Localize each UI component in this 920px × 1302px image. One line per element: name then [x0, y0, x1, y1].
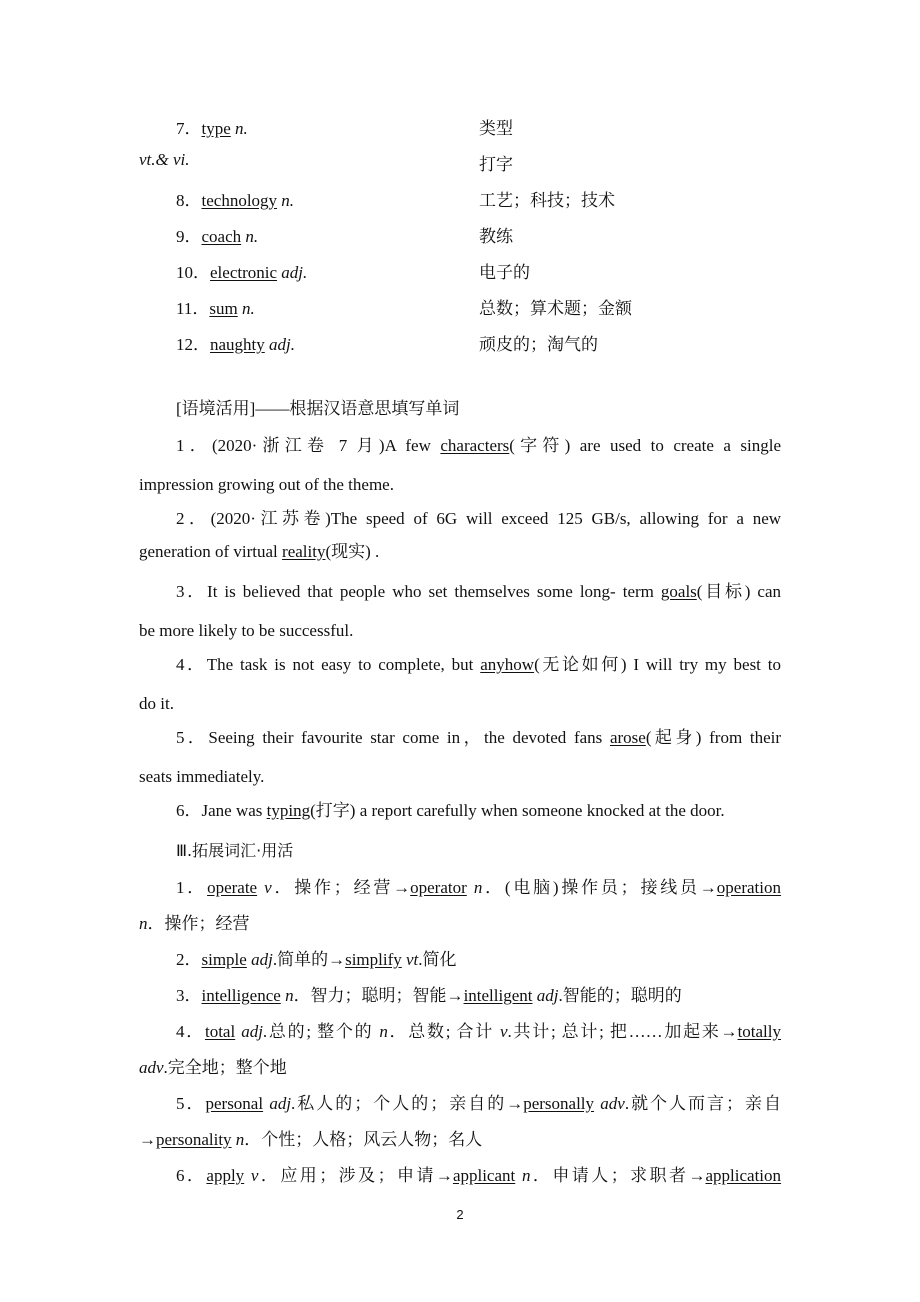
exercise-text: . [370, 542, 380, 561]
exercise-number: 4． [176, 655, 207, 674]
vocab-pos: n. [281, 191, 295, 210]
vocab-pos: vt.& vi. [139, 150, 190, 169]
exercise-hint: (起身) [645, 728, 702, 747]
expand-line [176, 984, 781, 1008]
definition-text: .简单的→ [272, 950, 346, 969]
exercise-line [176, 653, 781, 677]
derived-word: personality [156, 1130, 232, 1149]
part-of-speech: adv [594, 1094, 625, 1113]
vocab-number: 7． [176, 119, 202, 138]
definition-text: ．个性；人格；风云人物；名人 [244, 1130, 483, 1149]
exercise-hint: (无论如何) [534, 655, 627, 674]
item-number: 2． [176, 950, 202, 969]
vocab-word: naughty [210, 335, 265, 354]
exercise-text: generation of virtual [139, 542, 283, 561]
exercise-line [176, 726, 781, 750]
part-of-speech: n [515, 1166, 531, 1185]
definition-text: .就个人而言；亲自 [624, 1094, 782, 1113]
section-title: Ⅲ.拓展词汇·用活 [176, 841, 294, 860]
derived-word: operation [716, 878, 781, 897]
part-of-speech: n [139, 914, 148, 933]
exercise-answer: arose [609, 728, 646, 747]
expand-line [176, 948, 781, 972]
part-of-speech: n [280, 986, 294, 1005]
exercise-text: A few [384, 436, 441, 455]
exercise-text: It is believed that people who set themselves some long- term [207, 582, 661, 601]
vocab-meaning: 类型 [479, 119, 513, 138]
vocab-word: type [201, 119, 231, 138]
exercise-hint: (目标) [696, 582, 751, 601]
section-title: [语境活用]——根据汉语意思填写单词 [176, 399, 460, 418]
definition-text: .共计; 总计; 把……加起来→ [507, 1022, 738, 1041]
definition-text: .私人的；个人的；亲自的→ [291, 1094, 524, 1113]
part-of-speech: adj [246, 950, 273, 969]
vocab-number: 9． [176, 227, 202, 246]
item-number: 5． [176, 1094, 206, 1113]
expand-line [139, 1056, 781, 1080]
page-number: 2 [456, 1207, 464, 1222]
part-of-speech: n [466, 878, 483, 897]
expand-line [176, 1020, 781, 1044]
vocab-row [0, 330, 920, 354]
vocab-number: 8． [176, 191, 202, 210]
definition-text: ．操作；经营 [147, 914, 250, 933]
vocab-word: coach [201, 227, 242, 246]
exercise-text: Seeing their favourite star come in，the devoted fans [208, 728, 610, 747]
derived-word: application [705, 1166, 782, 1185]
derived-word: operator [410, 878, 467, 897]
expand-line [176, 1092, 781, 1116]
exercise-answer: anyhow [480, 655, 535, 674]
item-number: 1． [176, 878, 208, 897]
part-of-speech: adj [235, 1022, 263, 1041]
part-of-speech: vt [401, 950, 419, 969]
derived-word: personally [523, 1094, 595, 1113]
exercise-text: The speed of 6G will exceed 125 GB/s, allowing for a new [330, 509, 782, 528]
vocab-pos: adj. [269, 335, 296, 354]
part-of-speech: v [244, 1166, 259, 1185]
exercise-number: 6． [176, 801, 202, 820]
exercise-line [176, 507, 781, 531]
item-number: 3． [176, 986, 202, 1005]
definition-text: ．智力；聪明；智能→ [293, 986, 464, 1005]
definition-text: ．总数; 合计 [387, 1022, 500, 1041]
exercise-line: be more likely to be successful. [139, 621, 354, 640]
definition-text: ．申请人；求职者→ [530, 1166, 706, 1185]
derived-word: simplify [345, 950, 402, 969]
expand-line [139, 1128, 781, 1152]
part-of-speech: n [231, 1130, 245, 1149]
derived-word: simple [201, 950, 247, 969]
vocab-number: 11． [176, 299, 210, 318]
exercise-hint: (字符) [509, 436, 571, 455]
exercise-text: can [750, 582, 782, 601]
vocab-number: 10． [176, 263, 210, 282]
derived-word: apply [206, 1166, 245, 1185]
expand-line [139, 912, 781, 936]
part-of-speech: v [499, 1022, 508, 1041]
exercise-line [176, 434, 781, 458]
derived-word: applicant [452, 1166, 516, 1185]
exercise-line: impression growing out of the theme. [139, 475, 394, 494]
part-of-speech: adj [532, 986, 559, 1005]
exercise-hint: (现实) [325, 542, 371, 561]
definition-text: .总的; 整个的 [262, 1022, 380, 1041]
vocab-pos: adj. [281, 263, 308, 282]
vocab-meaning: 工艺；科技；技术 [479, 191, 615, 210]
vocab-pos: n. [241, 299, 255, 318]
vocab-row [0, 294, 920, 318]
derived-word: intelligent [463, 986, 533, 1005]
derived-word: personal [205, 1094, 264, 1113]
expand-line [176, 1164, 781, 1188]
exercise-line [176, 580, 781, 604]
vocab-number: 12． [176, 335, 210, 354]
definition-text: ．应用；涉及；申请→ [258, 1166, 453, 1185]
exercise-text: I will try my best to [626, 655, 781, 674]
exercise-text: a report carefully when someone knocked at the door. [355, 801, 725, 820]
vocab-meaning: 打字 [479, 155, 513, 174]
vocab-word: electronic [210, 263, 278, 282]
exercise-source: (2020·浙江卷 7 月) [211, 436, 385, 455]
definition-text: ．操作；经营→ [271, 878, 411, 897]
exercise-answer: goals [660, 582, 697, 601]
derived-word: total [204, 1022, 236, 1041]
vocab-pos: n. [235, 119, 248, 138]
exercise-line: seats immediately. [139, 767, 265, 786]
vocab-pos: n. [245, 227, 259, 246]
exercise-text: The task is not easy to complete, but [206, 655, 481, 674]
vocab-word: technology [201, 191, 278, 210]
exercise-text: from their [701, 728, 782, 747]
part-of-speech: adv [139, 1058, 164, 1077]
vocab-row [0, 258, 920, 282]
exercise-number: 2． [176, 509, 211, 528]
vocab-row [0, 114, 920, 138]
exercise-answer: typing [266, 801, 311, 820]
item-number: 4． [176, 1022, 205, 1041]
exercise-number: 3． [176, 582, 208, 601]
part-of-speech: adj [263, 1094, 292, 1113]
exercise-answer: characters [440, 436, 510, 455]
definition-text: .完全地；整个地 [163, 1058, 287, 1077]
exercise-number: 1． [176, 436, 212, 455]
exercise-answer: reality [282, 542, 326, 561]
expand-line [176, 876, 781, 900]
definition-text: .智能的；聪明的 [558, 986, 682, 1005]
exercise-source: (2020·江苏卷) [210, 509, 331, 528]
derived-word: operate [207, 878, 258, 897]
vocab-word: sum [209, 299, 238, 318]
vocab-meaning: 电子的 [479, 263, 530, 282]
derived-word: intelligence [201, 986, 281, 1005]
exercise-text: are used to create a single [570, 436, 782, 455]
exercise-line [139, 540, 781, 564]
vocab-row [0, 222, 920, 246]
vocab-meaning: 总数；算术题；金额 [479, 299, 632, 318]
exercise-hint: (打字) [310, 801, 356, 820]
definition-text: → [139, 1130, 156, 1149]
vocab-row [0, 186, 920, 210]
item-number: 6． [176, 1166, 207, 1185]
exercise-number: 5． [176, 728, 209, 747]
part-of-speech: v [257, 878, 272, 897]
exercise-line [176, 799, 781, 823]
definition-text: ．(电脑)操作员；接线员→ [482, 878, 717, 897]
derived-word: totally [737, 1022, 782, 1041]
part-of-speech: n [379, 1022, 388, 1041]
exercise-line: do it. [139, 694, 174, 713]
vocab-row [0, 150, 920, 174]
vocab-meaning: 教练 [479, 227, 513, 246]
definition-text: .简化 [418, 950, 457, 969]
exercise-text: Jane was [201, 801, 267, 820]
vocab-meaning: 顽皮的；淘气的 [479, 335, 598, 354]
